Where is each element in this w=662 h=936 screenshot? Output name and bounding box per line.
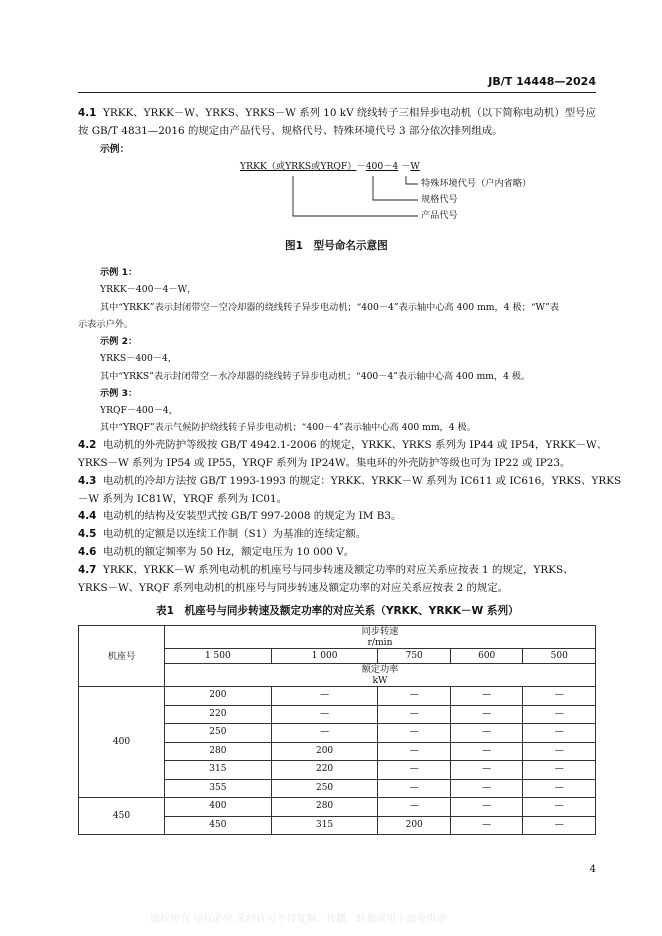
power-cell: 200 [378,816,451,835]
frame-cell: 400 [79,687,165,798]
env-code: W [410,161,420,172]
power-cell: — [450,705,523,724]
power-cell: 355 [165,779,272,798]
power-cell: — [378,687,451,706]
power-cell: — [450,816,523,835]
label-spec-code: 规格代号 [421,194,458,205]
figure-caption: 图1 型号命名示意图 [285,240,388,252]
power-cell: — [523,761,596,780]
power-cell: — [450,724,523,743]
sync-speed-label: 同步转速 [361,626,399,637]
power-cell: — [450,761,523,780]
example-2-title: 示例 2： [100,336,138,347]
table-caption: 表1 机座号与同步转速及额定功率的对应关系（YRKK、YRKK－W 系列） [156,605,519,617]
power-cell: — [523,779,596,798]
power-cell: 200 [165,687,272,706]
clause-number: 4.2 [78,439,97,451]
table-row [79,798,596,817]
rated-power-label: 额定功率 [361,664,399,675]
env-leader-line [406,176,418,184]
example-label: 示例： [100,144,130,155]
power-cell: — [271,705,378,724]
clause-number: 4.6 [78,546,97,558]
power-cell: — [378,798,451,817]
power-cell: 280 [271,798,378,817]
speed-col: 600 [450,649,523,664]
clause-text: 电动机的结构及安装型式按 GB/T 997-2008 的规定为 IM B3。 [103,510,402,522]
power-cell: 220 [271,761,378,780]
label-env-code: 特殊环境代号（户内省略） [421,178,532,189]
power-cell: — [523,816,596,835]
power-cell: 400 [165,798,272,817]
section-4-2 [78,436,607,454]
figure-leader-lines [0,0,662,260]
power-cell: 315 [165,761,272,780]
clause-number: 4.7 [78,564,97,576]
frame-cell: 450 [79,798,165,835]
example-3-code: YRQF－400－4， [100,405,178,416]
section-4-6 [78,543,354,561]
section-4-7 [78,561,574,579]
sync-speed-header [165,626,596,649]
page-number: 4 [589,864,596,875]
example-1-title: 示例 1： [100,267,138,278]
section-4-2-line2: YRKS－W 系列为 IP54 或 IP55，YRQF 系列为 IP24W。集电环的外壳防护等级也可为 IP22 或 IP23。 [78,457,571,469]
clause-text: YRKK、YRKK－W 系列电动机的机座号与同步转速及额定功率的对应关系应按表 1 的规定，YRKS、 [103,564,574,576]
example-2-code: YRKS－400－4， [100,353,178,364]
clause-number: 4.5 [78,528,97,540]
power-cell: — [271,687,378,706]
product-code: YRKK（或YRKS或YRQF） [240,161,357,172]
section-4-3 [78,472,621,490]
rated-power-header [165,664,596,687]
power-cell: — [378,761,451,780]
standard-number: JB/T 14448—2024 [488,75,596,88]
power-cell: — [523,724,596,743]
spec-leader-line [373,176,418,200]
power-cell: — [378,724,451,743]
power-cell: 220 [165,705,272,724]
power-cell: — [378,779,451,798]
frame-header: 机座号 [79,626,165,687]
power-cell: — [523,742,596,761]
power-cell: — [450,687,523,706]
power-cell: — [450,798,523,817]
speed-col: 750 [378,649,451,664]
rating-table [78,625,596,835]
rated-power-unit: kW [372,675,388,686]
example-2-desc: 其中“YRKS”表示封闭带空－水冷却器的绕线转子异步电动机；“400－4”表示轴中心高 400 mm，4 极。 [100,371,531,382]
section-4-4 [78,507,401,525]
power-cell: 250 [165,724,272,743]
clause-text: 电动机的冷却方法按 GB/T 1993-1993 的规定：YRKK、YRKK－W 系列为 IC611 或 IC616，YRKS、YRKS [103,475,622,487]
clause-text: 电动机的外壳防护等级按 GB/T 4942.1-2006 的规定，YRKK、YRKS 系列为 IP44 或 IP54，YRKK－W、 [103,439,608,451]
power-cell: 280 [165,742,272,761]
clause-text: YRKK、YRKK－W、YRKS、YRKS－W 系列 10 kV 绕线转子三相异步电动机（以下简称电动机）型号应 [103,107,596,119]
speed-col: 500 [523,649,596,664]
spec-code: 400－4 [365,161,399,172]
section-4-7-line2: YRKS－W、YRQF 系列电动机的机座号与同步转速及额定功率的对应关系应按表 2 的规定。 [78,582,509,594]
power-cell: — [523,705,596,724]
power-cell: — [450,742,523,761]
power-cell: 250 [271,779,378,798]
power-cell: — [523,798,596,817]
section-4-3-line2: －W 系列为 IC81W，YRQF 系列为 IC01。 [78,493,288,505]
power-cell: — [523,687,596,706]
power-cell: — [271,724,378,743]
clause-text: 电动机的额定频率为 50 Hz，额定电压为 10 000 V。 [103,546,355,558]
dash: － [401,161,411,172]
section-4-1-line2: 按 GB/T 4831—2016 的规定由产品代号、规格代号、特殊环境代号 3 部分依次排列组成。 [78,125,503,137]
example-1-desc: 其中“YRKK”表示封闭带空－空冷却器的绕线转子异步电动机；“400－4”表示轴中心高 400 mm，4 极；“W”表 [100,302,560,313]
table-row [79,687,596,706]
dash: － [356,161,366,172]
example-3-desc: 其中“YRQF”表示气候防护绕线转子异步电动机；“400－4”表示轴中心高 400 mm，4 极。 [100,422,476,433]
power-cell: 450 [165,816,272,835]
example-1-desc-cont: 示表示户外。 [78,319,134,330]
power-cell: — [378,742,451,761]
example-3-title: 示例 3： [100,388,138,399]
label-product-code: 产品代号 [421,210,458,221]
example-1-code: YRKK－400－4－W， [100,284,197,295]
clause-text: 电动机的定额是以连续工作制（S1）为基准的连续定额。 [103,528,367,540]
power-cell: 315 [271,816,378,835]
speed-col: 1 000 [271,649,378,664]
footer-watermark: 版权所有 侵权必究 未经许可不得复制、传播、转载或用于商业用途 [150,914,447,925]
clause-number: 4.3 [78,475,97,487]
clause-number: 4.4 [78,510,97,522]
power-cell: 200 [271,742,378,761]
clause-number: 4.1 [78,107,97,119]
speed-col: 1 500 [165,649,272,664]
product-leader-line [293,176,418,216]
section-4-5 [78,525,366,543]
power-cell: — [378,705,451,724]
sync-speed-unit: r/min [367,637,393,648]
power-cell: — [450,779,523,798]
